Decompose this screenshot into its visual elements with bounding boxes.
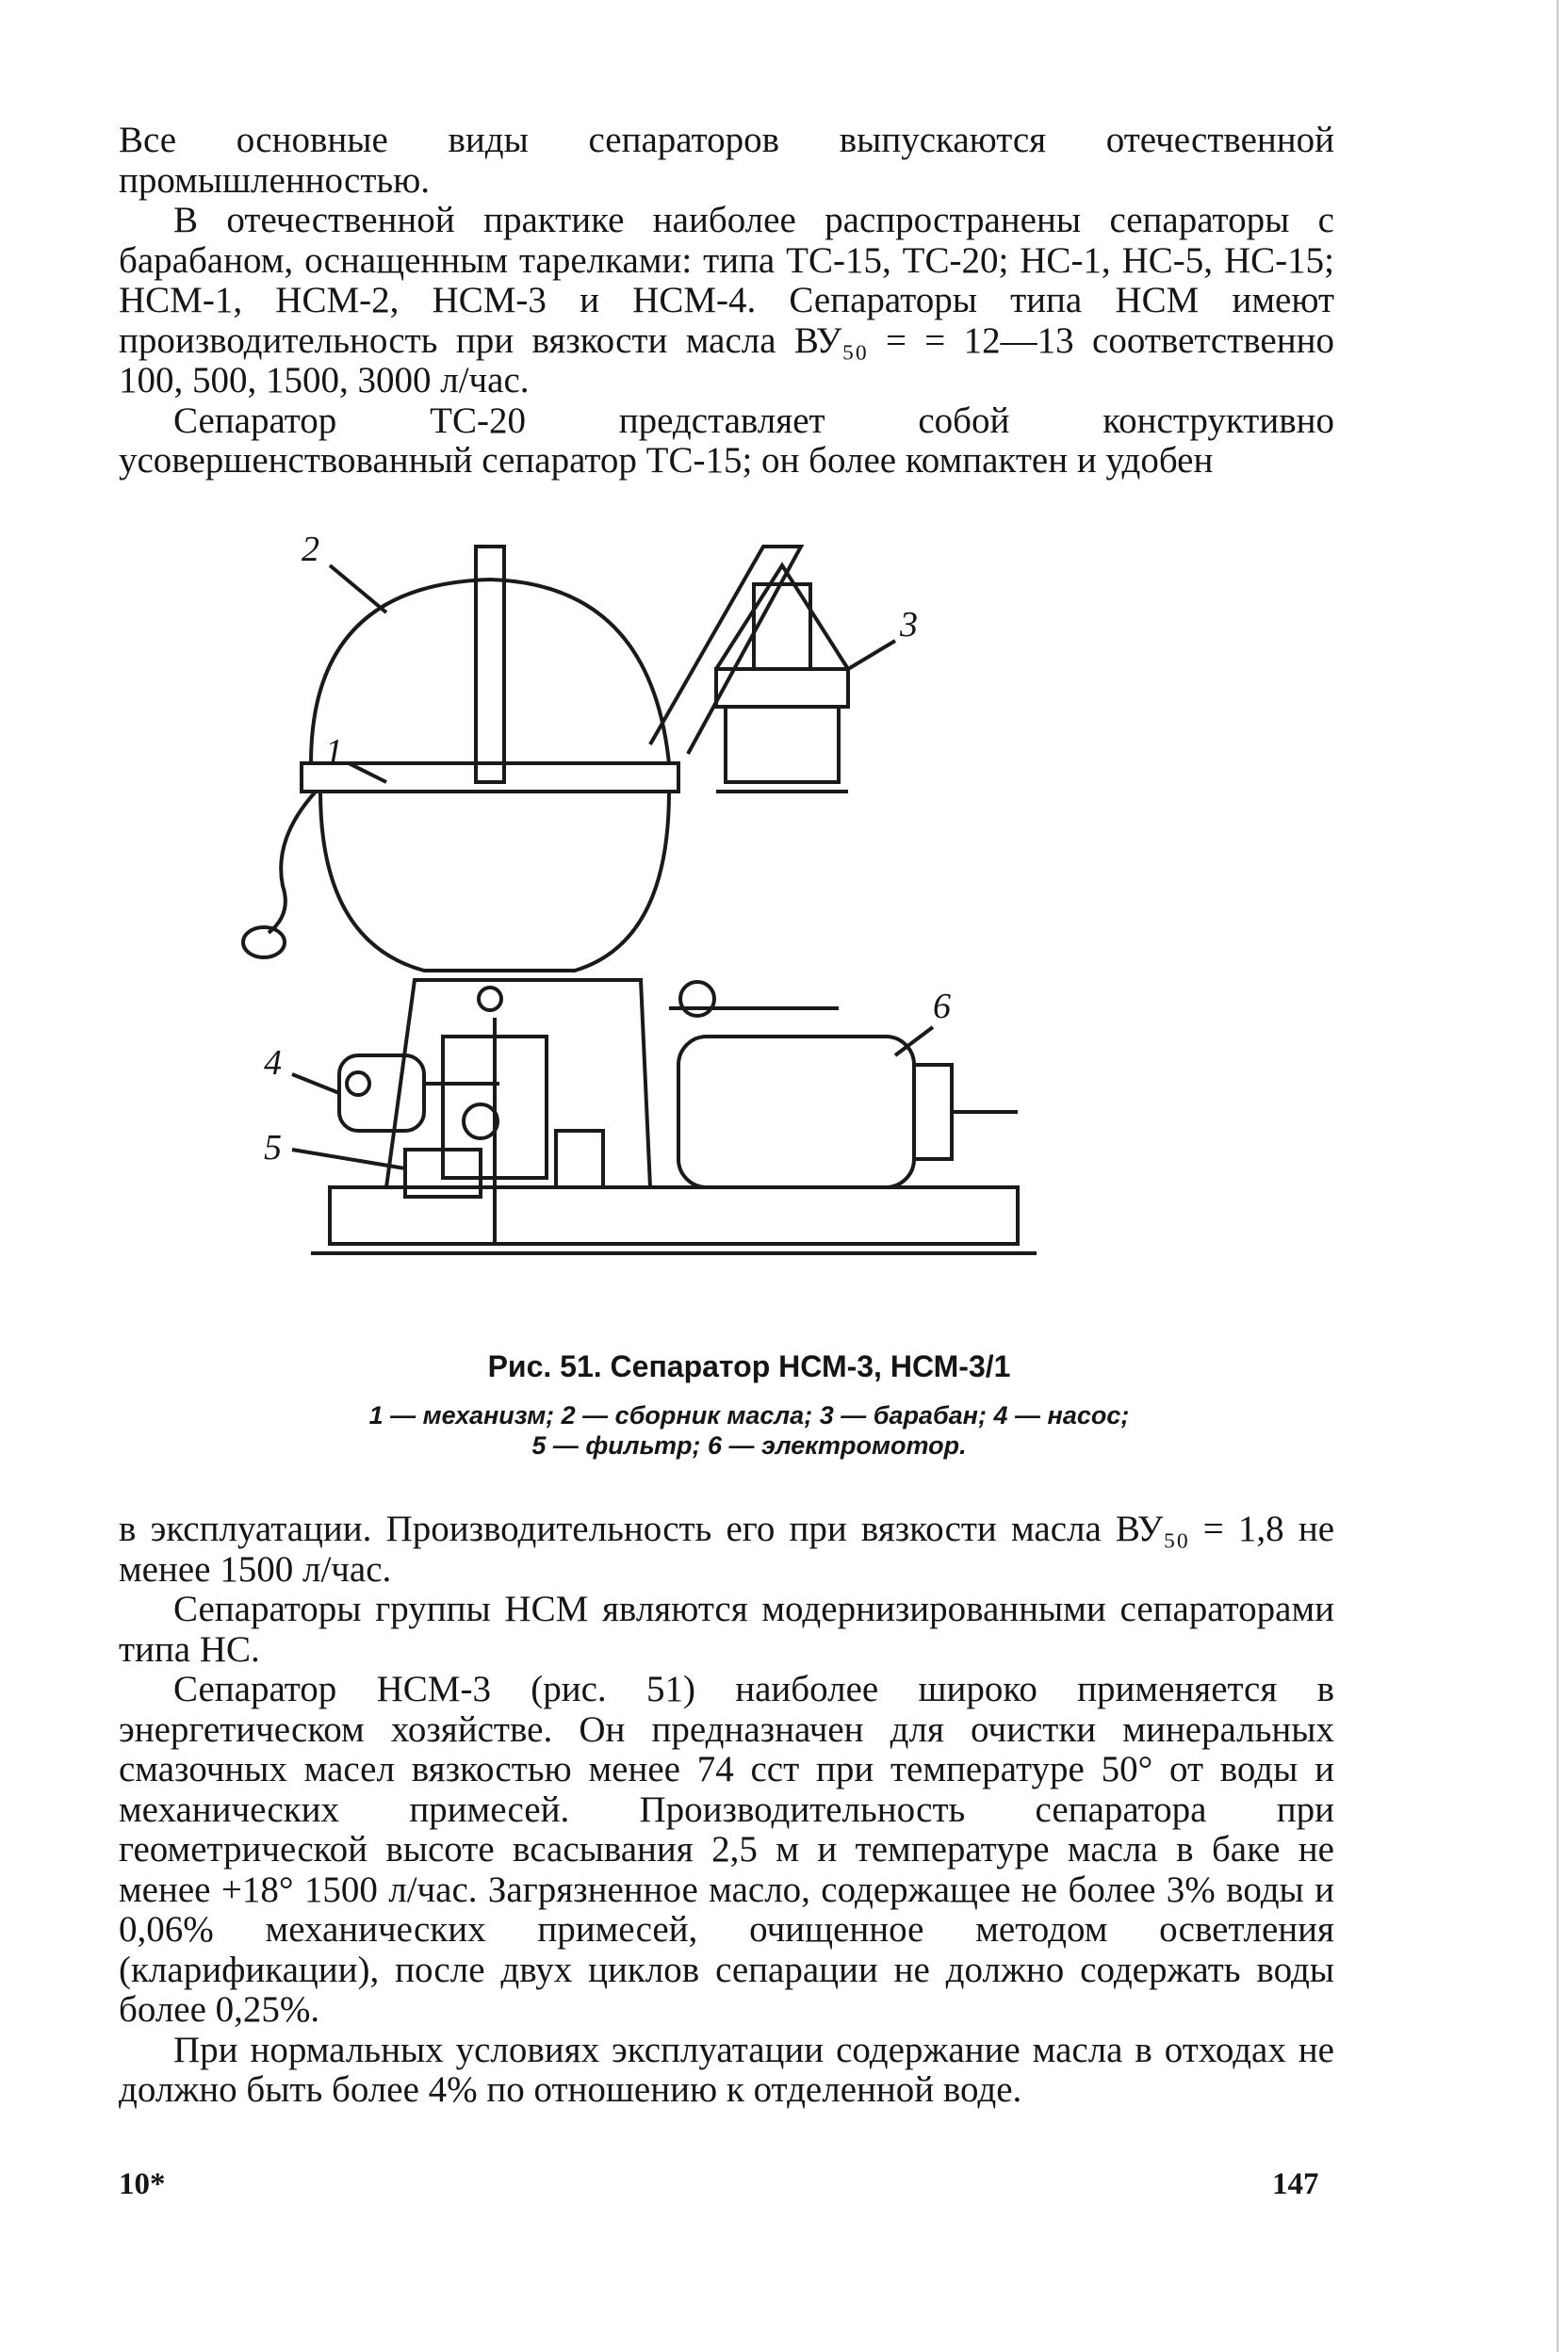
electromotor (678, 1037, 914, 1187)
paragraph-2: В отечественной практике наиболее распространены сепараторы с барабаном, оснащенным тарелками: типа ТС-15, ТС-20; НС-1, НС-5, НС-15; НСМ-1, НСМ-2, НСМ-3 и НСМ-4. Сепараторы типа НСМ имеют производительность при вязкости масла ВУ₅₀ = = 12—13 соответственно 100, 500, 1500, 3000 л/час. (119, 200, 1334, 400)
page-number: 147 (1272, 2167, 1319, 2201)
drum-top (716, 669, 848, 707)
callout-6: 6 (933, 987, 951, 1026)
callout-1: 1 (325, 732, 343, 772)
callout-3: 3 (900, 605, 918, 645)
oil-collector-dome (311, 580, 669, 763)
separator-figure (264, 528, 1140, 1338)
top-text (119, 121, 1334, 482)
drum-body (726, 707, 839, 782)
legend-line-1: 1 — механизм; 2 — сборник масла; 3 — барабан; 4 — насос; (368, 1401, 1130, 1429)
figure-title: Рис. 51. Сепаратор НСМ-3, НСМ-3/1 (487, 1349, 1011, 1383)
callout-2: 2 (302, 530, 319, 569)
callout-4: 4 (264, 1043, 282, 1083)
paragraph-6: Сепаратор НСМ-3 (рис. 51) наиболее широко применяется в энергетическом хозяйстве. Он предназначен для очистки минеральных смазочных масел вязкостью менее 74 сст при температуре 50° от воды и механических примесей. Производительность сепаратора при геометрической высоте всасывания 2,5 м и температуре масла в баке не менее +18° 1500 л/час. Загрязненное масло, содержащее не более 3% воды и 0,06% механических примесей, очищенное методом осветления (кларификации), после двух циклов сепарации не должно содержать воды более 0,25%. (119, 1669, 1334, 2030)
callout-5: 5 (264, 1128, 282, 1168)
separator-drawing (264, 528, 1140, 1338)
bottom-text (119, 1510, 1334, 2111)
paragraph-4: в эксплуатации. Производительность его при вязкости масла ВУ₅₀ = 1,8 не менее 1500 л/час. (119, 1509, 1334, 1590)
page-edge-line (1557, 0, 1559, 2352)
paragraph-1: Все основные виды сепараторов выпускаются отечественной промышленностью. (119, 120, 1334, 201)
central-pipe (476, 547, 504, 782)
paragraph-7: При нормальных условиях эксплуатации содержание масла в отходах не должно быть более 4% по отношению к отделенной воде. (119, 2029, 1334, 2110)
paragraph-5: Сепараторы группы НСМ являются модернизированными сепараторами типа НС. (119, 1589, 1334, 1670)
signature-mark: 10* (119, 2167, 166, 2201)
collector-lower (320, 792, 669, 971)
legend-line-2: 5 — фильтр; 6 — электромотор. (531, 1431, 967, 1460)
paragraph-3: Сепаратор ТС-20 представляет собой конструктивно усовершенствованный сепаратор ТС-15; он более компактен и удобен (119, 400, 1334, 481)
figure-legend (179, 1400, 1319, 1461)
